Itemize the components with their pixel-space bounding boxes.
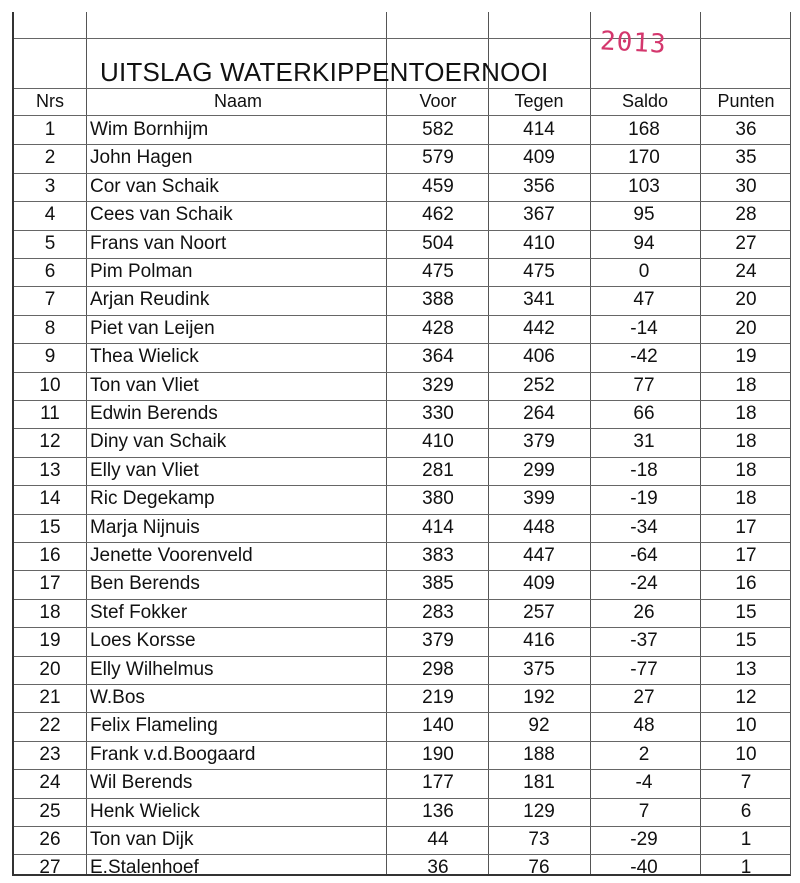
balance-cell: 47 [633,289,655,311]
points-for-cell: 475 [422,261,454,282]
header-tegen: Tegen [514,91,564,111]
score-cell: 1 [740,857,752,879]
row-number-cell: 9 [44,346,56,368]
table-row [14,485,790,513]
score-cell: 17 [735,516,757,538]
player-name-cell: Wim Bornhijm [90,119,209,140]
table-row [14,173,790,201]
balance-cell: -40 [630,857,658,879]
balance-cell: -19 [630,488,658,510]
balance-cell: -42 [630,346,658,368]
player-name-cell: Ton van Dijk [90,829,194,850]
table-row [14,684,790,712]
balance-cell: -64 [630,545,658,566]
table-row [14,826,790,854]
player-name-cell: Marja Nijnuis [90,516,200,538]
points-against-cell: 188 [523,743,555,765]
score-cell: 36 [735,119,757,140]
points-against-cell: 447 [523,545,555,566]
score-cell: 19 [735,346,757,368]
row-number-cell: 11 [40,403,60,424]
balance-cell: -24 [630,573,658,595]
balance-cell: 94 [633,232,655,254]
score-cell: 35 [735,147,757,169]
score-cell: 20 [735,289,757,311]
points-for-cell: 283 [422,601,454,623]
table-row [14,570,790,598]
score-cell: 7 [740,772,752,794]
player-name-cell: Frank v.d.Boogaard [90,743,256,765]
balance-cell: 95 [633,204,655,226]
player-name-cell: Henk Wielick [90,800,200,822]
row-number-cell: 13 [39,459,61,481]
points-for-cell: 582 [422,119,454,140]
points-for-cell: 190 [422,743,454,765]
player-name-cell: W.Bos [90,687,145,708]
balance-cell: 48 [633,715,655,737]
player-name-cell: Edwin Berends [90,403,218,424]
score-cell: 15 [735,601,757,623]
score-cell: 18 [735,403,757,424]
score-cell: 30 [735,175,757,197]
balance-cell: 77 [633,374,655,396]
balance-cell: 0 [638,261,650,282]
points-for-cell: 379 [422,630,454,652]
player-name-cell: Elly van Vliet [90,459,199,481]
score-cell: 28 [735,204,757,226]
row-number-cell: 12 [39,431,61,453]
player-name-cell: Ton van Vliet [90,374,199,396]
table-row [14,712,790,740]
points-for-cell: 36 [427,857,449,879]
row-number-cell: 18 [39,601,61,623]
row-number-cell: 2 [44,147,56,169]
table-row [14,230,790,258]
points-against-cell: 129 [523,800,555,822]
points-for-cell: 364 [422,346,454,368]
points-for-cell: 383 [422,545,454,566]
points-for-cell: 385 [422,573,454,595]
points-for-cell: 380 [422,488,454,510]
header-nrs: Nrs [36,91,64,111]
player-name-cell: Jenette Voorenveld [90,545,253,566]
row-number-cell: 25 [39,800,61,822]
table-row [14,542,790,570]
player-name-cell: Arjan Reudink [90,289,210,311]
row-number-cell: 23 [39,743,61,765]
points-for-cell: 136 [422,800,454,822]
points-against-cell: 379 [523,431,555,453]
points-against-cell: 414 [523,119,555,140]
row-divider [14,88,790,89]
table-row [14,457,790,485]
table-row [14,372,790,400]
points-against-cell: 264 [523,403,555,424]
balance-cell: -37 [630,630,658,652]
points-for-cell: 177 [422,772,454,794]
table-row [14,428,790,456]
row-divider [14,38,790,39]
score-cell: 18 [735,374,757,396]
balance-cell: 103 [628,175,660,197]
score-cell: 20 [735,317,757,339]
score-cell: 10 [735,743,757,765]
row-number-cell: 22 [39,715,61,737]
balance-cell: 26 [633,601,655,623]
points-against-cell: 375 [523,658,555,680]
points-against-cell: 356 [523,175,555,197]
player-name-cell: Wil Berends [90,772,193,794]
score-cell: 18 [735,431,757,453]
row-number-cell: 15 [39,516,61,538]
points-against-cell: 475 [523,261,555,282]
score-cell: 27 [735,232,757,254]
balance-cell: 168 [628,119,660,140]
balance-cell: -77 [630,658,658,680]
score-cell: 15 [735,630,757,652]
points-for-cell: 329 [422,374,454,396]
points-against-cell: 257 [523,601,555,623]
player-name-cell: Loes Korsse [90,630,196,652]
points-for-cell: 410 [422,431,454,453]
points-against-cell: 416 [523,630,555,652]
table-row [14,258,790,286]
points-against-cell: 76 [528,857,550,879]
table-row [14,315,790,343]
points-for-cell: 388 [422,289,454,311]
table-row [14,144,790,172]
score-cell: 16 [735,573,757,595]
row-number-cell: 4 [44,204,56,226]
row-number-cell: 3 [44,175,56,197]
header-punten: Punten [717,91,775,111]
points-for-cell: 459 [422,175,454,197]
year-handwritten-note: 2013 [599,26,668,60]
row-number-cell: 17 [39,573,61,595]
balance-cell: 170 [628,147,660,169]
balance-cell: -34 [630,516,658,538]
header-saldo: Saldo [621,91,669,111]
score-cell: 18 [735,488,757,510]
points-for-cell: 44 [427,829,449,850]
points-for-cell: 579 [422,147,454,169]
player-name-cell: Ben Berends [90,573,200,595]
player-name-cell: Cor van Schaik [90,175,219,197]
table-row [14,201,790,229]
score-cell: 10 [735,715,757,737]
player-name-cell: Diny van Schaik [90,431,227,453]
player-name-cell: Piet van Leijen [90,317,215,339]
balance-cell: -29 [630,829,658,850]
row-number-cell: 16 [39,545,61,566]
score-cell: 18 [735,459,757,481]
points-against-cell: 252 [523,374,555,396]
points-against-cell: 299 [523,459,555,481]
points-for-cell: 414 [422,516,454,538]
row-number-cell: 1 [44,119,56,140]
points-for-cell: 219 [422,687,454,708]
points-against-cell: 341 [523,289,555,311]
table-row [14,769,790,797]
table-row [14,343,790,371]
row-number-cell: 20 [39,658,61,680]
row-number-cell: 5 [44,232,56,254]
points-against-cell: 448 [523,516,555,538]
balance-cell: 2 [638,743,650,765]
points-against-cell: 181 [523,772,555,794]
player-name-cell: Felix Flameling [90,715,218,737]
row-number-cell: 27 [39,857,61,879]
row-number-cell: 24 [39,772,61,794]
points-against-cell: 367 [523,204,555,226]
score-cell: 1 [740,829,752,850]
table-row [14,286,790,314]
score-cell: 12 [735,687,757,708]
player-name-cell: E.Stalenhoef [90,857,199,879]
points-against-cell: 406 [523,346,555,368]
row-number-cell: 21 [39,687,61,708]
points-for-cell: 140 [422,715,454,737]
row-number-cell: 10 [39,374,61,396]
player-name-cell: Elly Wilhelmus [90,658,214,680]
score-cell: 6 [740,800,752,822]
player-name-cell: Frans van Noort [90,232,227,254]
points-for-cell: 298 [422,658,454,680]
points-for-cell: 281 [422,459,454,481]
points-for-cell: 428 [422,317,454,339]
table-row [14,627,790,655]
points-against-cell: 192 [523,687,555,708]
points-for-cell: 462 [422,204,454,226]
points-against-cell: 442 [523,317,555,339]
row-number-cell: 19 [39,630,61,652]
player-name-cell: Stef Fokker [90,601,188,623]
table-row [14,656,790,684]
balance-cell: -4 [635,772,653,794]
balance-cell: 27 [633,687,655,708]
player-name-cell: John Hagen [90,147,193,169]
score-cell: 24 [735,261,757,282]
points-against-cell: 409 [523,147,555,169]
row-number-cell: 26 [39,829,61,850]
table-row [14,741,790,769]
table-row [14,514,790,542]
row-number-cell: 6 [44,261,56,282]
player-name-cell: Pim Polman [90,261,193,282]
header-voor: Voor [419,91,457,111]
balance-cell: 31 [633,431,655,453]
points-against-cell: 73 [528,829,550,850]
score-cell: 13 [735,658,757,680]
row-number-cell: 8 [44,317,56,339]
balance-cell: -14 [630,317,658,339]
balance-cell: 66 [633,403,655,424]
page-title: UITSLAG WATERKIPPENTOERNOOI [100,57,549,87]
points-for-cell: 330 [422,403,454,424]
table-row [14,116,790,144]
balance-cell: -18 [630,459,658,481]
balance-cell: 7 [638,800,650,822]
points-against-cell: 409 [523,573,555,595]
table-row [14,400,790,428]
points-against-cell: 399 [523,488,555,510]
table-row [14,599,790,627]
player-name-cell: Thea Wielick [90,346,199,368]
row-number-cell: 7 [44,289,56,311]
player-name-cell: Cees van Schaik [90,204,233,226]
table-row [14,798,790,826]
header-naam: Naam [213,91,262,111]
points-against-cell: 410 [523,232,555,254]
points-for-cell: 504 [422,232,454,254]
player-name-cell: Ric Degekamp [90,488,215,510]
score-cell: 17 [735,545,757,566]
points-against-cell: 92 [528,715,550,737]
results-sheet [12,12,791,879]
row-number-cell: 14 [39,488,61,510]
table-row [14,854,790,882]
